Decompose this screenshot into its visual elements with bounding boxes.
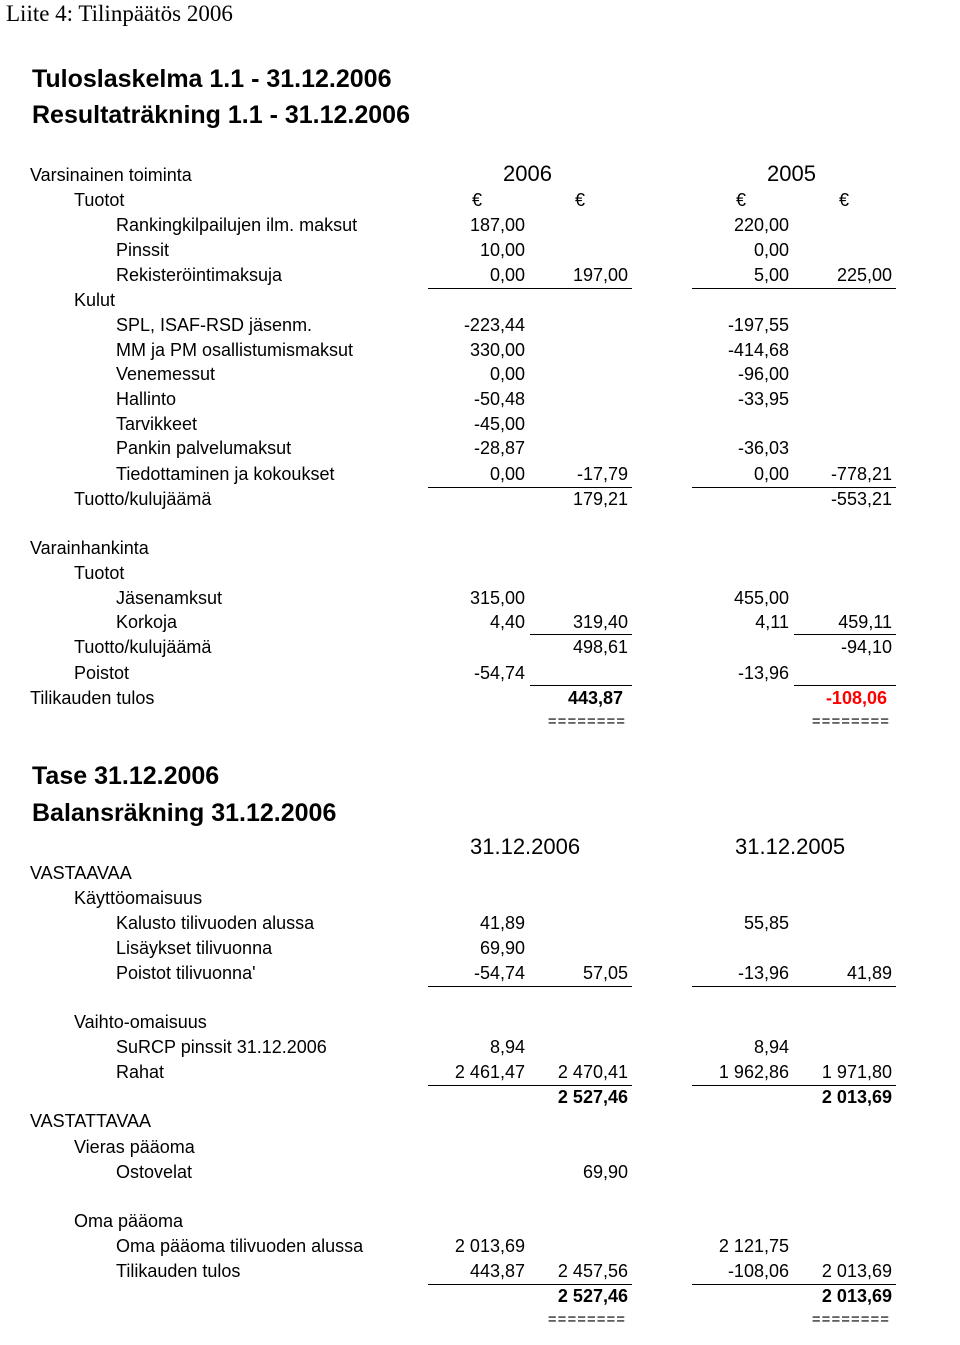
double-rule: ======== xyxy=(811,713,890,730)
date-header-b: 31.12.2005 xyxy=(735,834,846,859)
section-liabilities: VASTATTAVAA xyxy=(30,1111,152,1131)
row-label: Tilikauden tulos xyxy=(116,1261,241,1281)
year-header-a: 2006 xyxy=(503,161,552,186)
value-b1: -33,95 xyxy=(737,389,789,409)
underline xyxy=(794,685,896,686)
value-b2: 2 013,69 xyxy=(821,1261,892,1281)
value-a1: -54,74 xyxy=(473,963,525,983)
value-b1: 8,94 xyxy=(753,1037,789,1057)
value-b1: -96,00 xyxy=(737,364,789,384)
value-b1: 5,00 xyxy=(753,265,789,285)
row-label: Rekisteröintimaksuja xyxy=(116,265,283,285)
value-a1: 0,00 xyxy=(489,364,525,384)
value-a1: 4,40 xyxy=(489,612,525,632)
value-a2: 197,00 xyxy=(572,265,628,285)
row-label: SuRCP pinssit 31.12.2006 xyxy=(116,1037,327,1057)
value-a1: -50,48 xyxy=(473,389,525,409)
value-a1: 2 461,47 xyxy=(454,1062,525,1082)
value-b1: 455,00 xyxy=(733,588,789,608)
value-a2: 69,90 xyxy=(582,1162,628,1182)
value-b1: -108,06 xyxy=(727,1261,789,1281)
row-label: Rankingkilpailujen ilm. maksut xyxy=(116,215,358,235)
underline xyxy=(428,288,632,289)
value-b2: -778,21 xyxy=(830,464,892,484)
row-label: Pinssit xyxy=(116,240,170,260)
currency-b2: € xyxy=(839,190,850,210)
value-b1: 2 121,75 xyxy=(718,1236,789,1256)
value-a2: 2 470,41 xyxy=(557,1062,628,1082)
value-b1: -13,96 xyxy=(737,663,789,683)
value-a1: -45,00 xyxy=(473,414,525,434)
balance-title-fi: Tase 31.12.2006 xyxy=(32,762,220,790)
row-label: Tiedottaminen ja kokoukset xyxy=(116,464,335,484)
value-b1: 0,00 xyxy=(753,240,789,260)
underline xyxy=(530,634,632,635)
currency-a2: € xyxy=(575,190,586,210)
row-label: Hallinto xyxy=(116,389,177,409)
underline xyxy=(692,288,896,289)
value-a1: 315,00 xyxy=(469,588,525,608)
balance-title-sv: Balansräkning 31.12.2006 xyxy=(32,799,337,827)
value-b2: 1 971,80 xyxy=(821,1062,892,1082)
value-a1: 2 013,69 xyxy=(454,1236,525,1256)
underline xyxy=(428,986,632,987)
assets-total-b: 2 013,69 xyxy=(821,1087,892,1107)
value-a2: 179,21 xyxy=(572,489,628,509)
section-operations: Varsinainen toiminta xyxy=(30,165,192,185)
double-rule: ======== xyxy=(811,1311,890,1328)
costs-subheading: Kulut xyxy=(74,290,116,310)
value-b1: 1 962,86 xyxy=(718,1062,789,1082)
row-label: Oma pääoma tilivuoden alussa xyxy=(116,1236,364,1256)
value-b2: -94,10 xyxy=(840,637,892,657)
row-label: MM ja PM osallistumismaksut xyxy=(116,340,354,360)
value-a1: -223,44 xyxy=(463,315,525,335)
underline xyxy=(530,685,632,686)
value-a1: -28,87 xyxy=(473,438,525,458)
value-a2: 498,61 xyxy=(572,637,628,657)
value-b2: -553,21 xyxy=(830,489,892,509)
liabilities-total-a: 2 527,46 xyxy=(557,1286,628,1306)
value-b2: 225,00 xyxy=(836,265,892,285)
row-label: Poistot tilivuonna' xyxy=(116,963,256,983)
value-a2: -17,79 xyxy=(576,464,628,484)
value-a1: 187,00 xyxy=(469,215,525,235)
income-subheading: Tuotot xyxy=(74,190,125,210)
row-label: Tarvikkeet xyxy=(116,414,198,434)
value-b1: 0,00 xyxy=(753,464,789,484)
value-a1: 0,00 xyxy=(489,265,525,285)
income-title-fi: Tuloslaskelma 1.1 - 31.12.2006 xyxy=(32,65,392,93)
value-a1: 41,89 xyxy=(479,913,525,933)
row-label: Ostovelat xyxy=(116,1162,193,1182)
assets-total-a: 2 527,46 xyxy=(557,1087,628,1107)
value-a1: 69,90 xyxy=(479,938,525,958)
financial-statement xyxy=(0,56,960,1345)
fund-income-subheading: Tuotot xyxy=(74,563,125,583)
currency-b1: € xyxy=(736,190,747,210)
liabilities-total-b: 2 013,69 xyxy=(821,1286,892,1306)
date-header-a: 31.12.2006 xyxy=(470,834,581,859)
value-b2: 459,11 xyxy=(838,612,892,632)
value-a1: 0,00 xyxy=(489,464,525,484)
value-b2: 41,89 xyxy=(846,963,892,983)
income-title-sv: Resultaträkning 1.1 - 31.12.2006 xyxy=(32,101,410,129)
row-label: Venemessut xyxy=(116,364,216,384)
value-b1: 4,11 xyxy=(755,612,789,632)
row-label: Kalusto tilivuoden alussa xyxy=(116,913,315,933)
value-b2-negative: -108,06 xyxy=(825,688,887,708)
row-label: Pankin palvelumaksut xyxy=(116,438,292,458)
value-b1: -197,55 xyxy=(727,315,789,335)
row-label: Tuotto/kulujäämä xyxy=(74,489,212,509)
fixed-assets-subheading: Käyttöomaisuus xyxy=(74,888,203,908)
currency-a1: € xyxy=(472,190,483,210)
value-a1: 8,94 xyxy=(489,1037,525,1057)
value-b1: -414,68 xyxy=(727,340,789,360)
underline xyxy=(794,634,896,635)
year-header-b: 2005 xyxy=(767,161,816,186)
row-label: Tilikauden tulos xyxy=(30,688,155,708)
debt-subheading: Vieras pääoma xyxy=(74,1137,195,1157)
value-a1: 330,00 xyxy=(469,340,525,360)
underline xyxy=(692,986,896,987)
value-a2: 319,40 xyxy=(572,612,628,632)
page-header: Liite 4: Tilinpäätös 2006 xyxy=(6,1,233,26)
value-a1: 10,00 xyxy=(479,240,525,260)
value-b1: -36,03 xyxy=(737,438,789,458)
value-b1: 220,00 xyxy=(733,215,789,235)
value-b1: 55,85 xyxy=(743,913,789,933)
row-label: Rahat xyxy=(116,1062,165,1082)
value-a2: 57,05 xyxy=(582,963,628,983)
value-b1: -13,96 xyxy=(737,963,789,983)
row-label: Lisäykset tilivuonna xyxy=(116,938,273,958)
value-a1: 443,87 xyxy=(469,1261,525,1281)
row-label: Tuotto/kulujäämä xyxy=(74,637,212,657)
section-assets: VASTAAVAA xyxy=(30,863,132,883)
value-a2: 443,87 xyxy=(567,688,623,708)
row-label: Poistot xyxy=(74,663,130,683)
section-fundraising: Varainhankinta xyxy=(30,538,149,558)
row-label: SPL, ISAF-RSD jäsenm. xyxy=(116,315,313,335)
current-assets-subheading: Vaihto-omaisuus xyxy=(74,1012,207,1032)
double-rule: ======== xyxy=(547,713,626,730)
double-rule: ======== xyxy=(547,1311,626,1328)
row-label: Korkoja xyxy=(116,612,178,632)
value-a1: -54,74 xyxy=(473,663,525,683)
equity-subheading: Oma pääoma xyxy=(74,1211,184,1231)
row-label: Jäsenamksut xyxy=(116,588,223,608)
value-a2: 2 457,56 xyxy=(557,1261,628,1281)
